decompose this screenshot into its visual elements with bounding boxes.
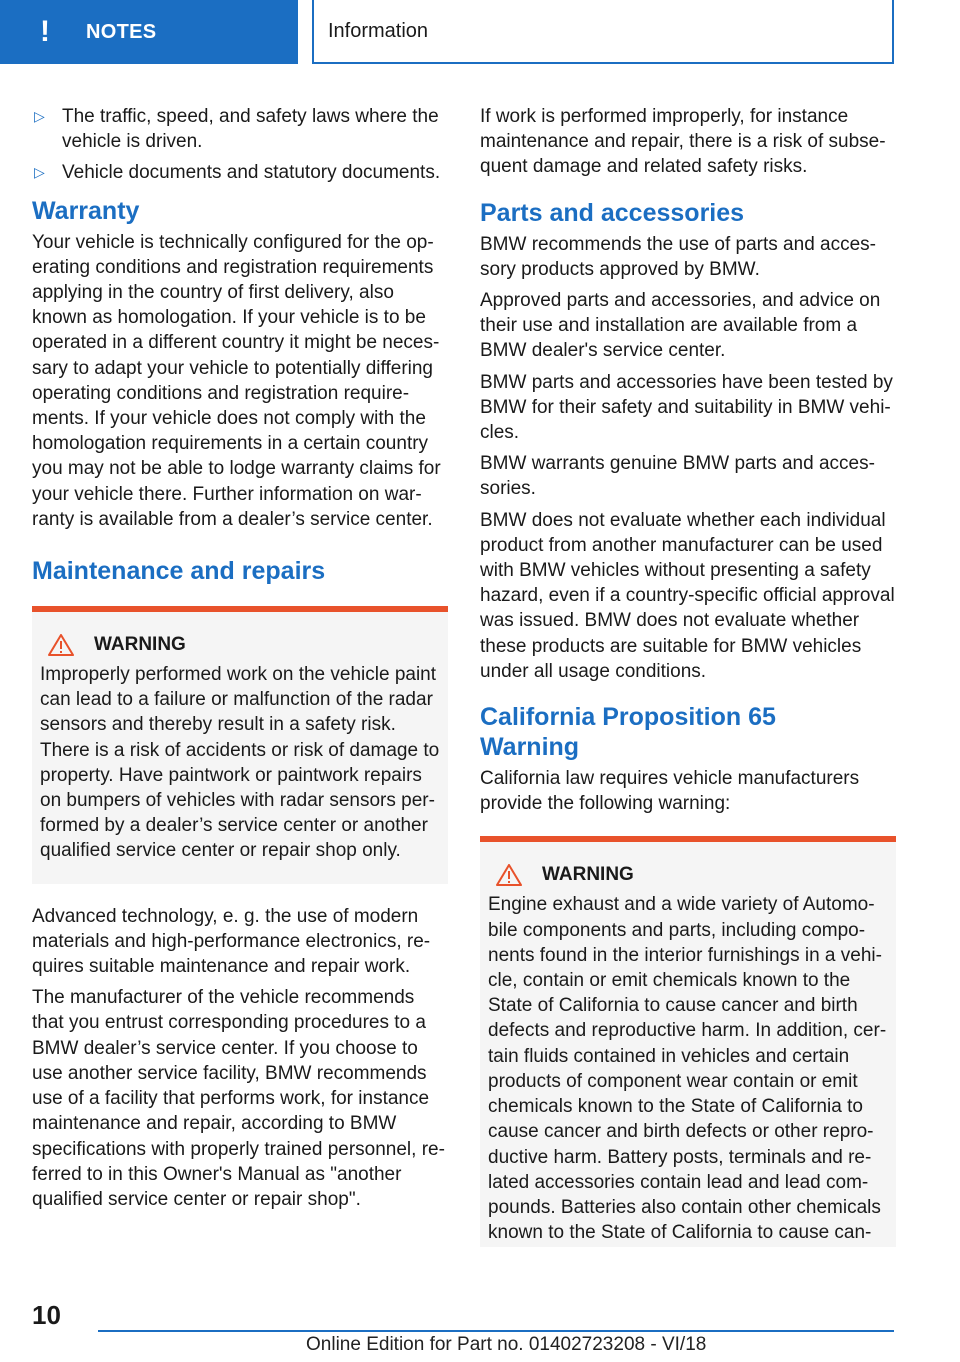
left-column (32, 104, 448, 1218)
heading-warranty: Warranty (32, 196, 140, 225)
warning-header (40, 634, 440, 656)
heading-parts: Parts and accessories (480, 198, 745, 227)
paragraph: Approved parts and accessories, and advice on their use and installation are available from a BMW dealer's service center. (480, 290, 881, 362)
paragraph: BMW parts and accessories have been tested by BMW for their safety and suitability in BMW vehicles. (480, 371, 893, 444)
triangle-right-icon: ▷ (34, 164, 45, 181)
warning-box (480, 836, 896, 1247)
warning-text: Engine exhaust and a wide variety of Automobile components and parts, including components found in the interior furnishings in a vehicle, contain or emit chemicals known to the State of California to cause cancer and birth defects and reproductive harm. In addition, certain fluids contained in vehicles and certain products of component wear contain or emit chemicals known to the State of California to cause cancer and birth defects or other reproductive harm. Battery posts, terminals and related accessories contain lead and lead compounds. Batteries also contain other chemicals known to the State of California to cause can- (488, 894, 887, 1244)
footer-edition: Online Edition for Part no. 01402723208 - VI/18 (306, 1334, 707, 1355)
warning-header (488, 864, 888, 886)
section-tab (0, 0, 298, 64)
heading-prop65: California Proposition 65 Warning (480, 703, 776, 762)
paragraph: Advanced technology, e. g. the use of modern materials and high-performance electronics, requires suitable maintenance and repair work. (32, 905, 431, 978)
paragraph: If work is performed improperly, for instance maintenance and repair, there is a risk of subsequent damage and related safety risks. (480, 106, 886, 178)
warning-triangle-icon (496, 864, 522, 886)
list-item (32, 160, 448, 185)
list-item-text: Vehicle documents and statutory documents. (62, 162, 441, 184)
right-column (480, 104, 896, 1247)
paragraph: California law requires vehicle manufacturers provide the following warning: (480, 768, 860, 815)
paragraph: BMW recommends the use of parts and accessory products approved by BMW. (480, 233, 876, 280)
heading-maintenance: Maintenance and repairs (32, 557, 326, 586)
footer-divider (98, 1330, 894, 1332)
section-tab-label: NOTES (86, 20, 157, 43)
list-item-text: The traffic, speed, and safety laws where the vehicle is driven. (62, 106, 439, 153)
chapter-title: Information (312, 0, 894, 64)
warning-text: Improperly performed work on the vehicle paint can lead to a failure or malfunction of the radar sensors and thereby result in a safety risk. There is a risk of accidents or risk of damage to property. Have paintwork or paintwork repairs on bumpers of vehicles with radar sensors performed by a dealer’s service center or another qualified service center or repair shop only. (40, 664, 440, 862)
warranty-text: Your vehicle is technically configured for the operating conditions and registration requirements applying in the country of first delivery, also known as homologation. If your vehicle is to be operated in a different country it might be necessary to adapt your vehicle to potentially differing operating conditions and registration requirements. If your vehicle does not comply with the homologation requirements in a certain country you may not be able to lodge warranty claims for your vehicle there. Further information on warranty is available from a dealer’s service center. (32, 231, 441, 530)
paragraph: The manufacturer of the vehicle recommends that you entrust corresponding procedures to a BMW dealer’s service center. If you choose to use another service facility, BMW recommends use of a facility that performs work, for instance maintenance and repair, according to BMW specifications with properly trained personnel, referred to in this Owner's Manual as "another qualified service center or repair shop". (32, 987, 445, 1210)
list-item (32, 104, 448, 154)
page-number: 10 (32, 1300, 61, 1330)
triangle-right-icon: ▷ (34, 108, 45, 124)
warning-label: WARNING (94, 634, 186, 656)
paragraph: BMW warrants genuine BMW parts and accessories. (480, 453, 875, 500)
bullet-list (32, 104, 448, 186)
warning-label: WARNING (542, 864, 634, 886)
exclamation-icon: ! (40, 15, 50, 48)
warning-triangle-icon (48, 634, 74, 656)
paragraph: BMW does not evaluate whether each individual product from another manufacturer can be used with BMW vehicles without presenting a safety hazard, even if a country-specific official approval was issued. BMW does not evaluate whether these products are suitable for BMW vehicles under all usage conditions. (480, 509, 895, 682)
warning-box (32, 606, 448, 884)
